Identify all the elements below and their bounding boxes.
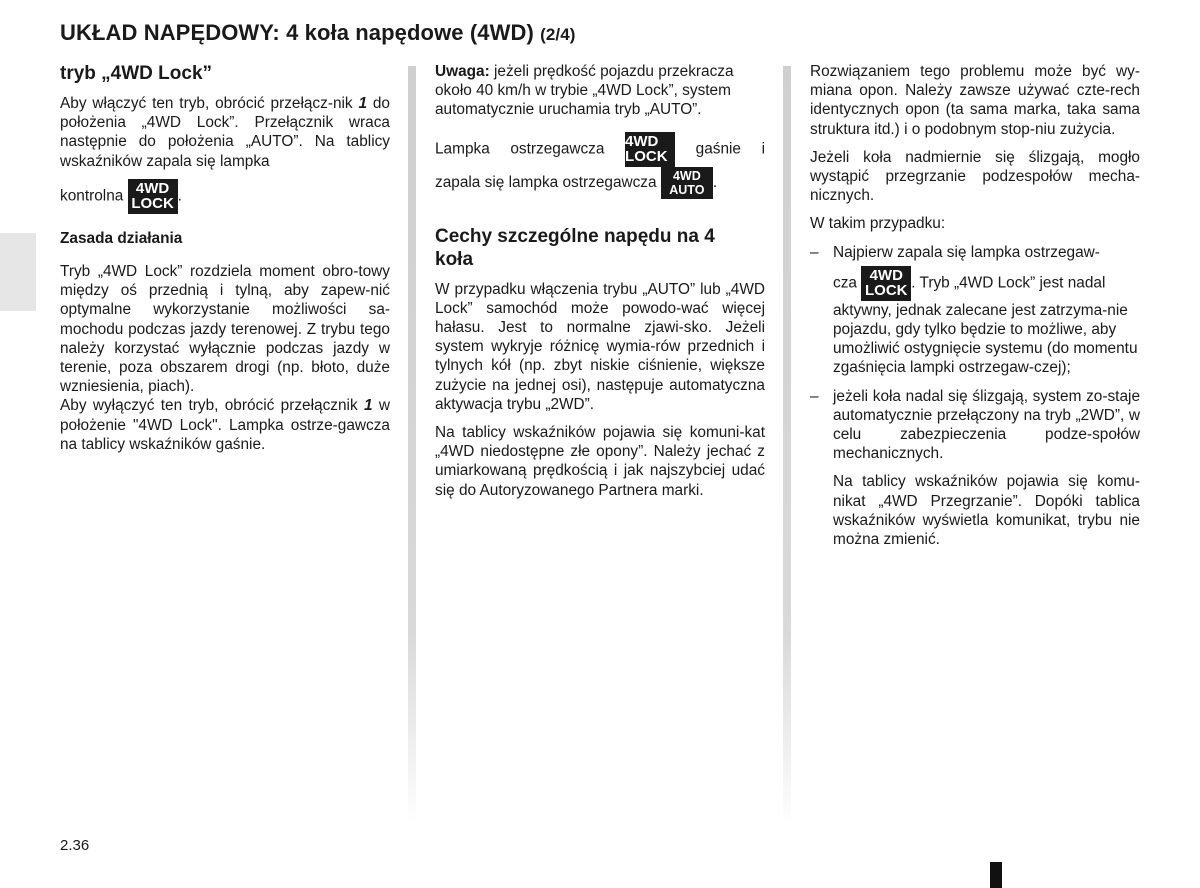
list-item: – jeżeli koła nadal się ślizgają, system zo-staje automatycznie przełączony na tryb „2WD”, w celu zabezpieczenia podze-społów mechanicznych. xyxy=(810,387,1140,463)
4wd-lock-warning-icon: 4WD LOCK xyxy=(861,266,911,301)
paragraph-tyre-solution: Rozwiązaniem tego problemu może być wy-miana opon. Należy zawsze używać czte-rech identycznych opon (ta sama marka, taka sama struktura itd.) i o podobnym stop-niu zużycia. xyxy=(810,63,1140,138)
paragraph-indicator: kontrolna 4WD LOCK . xyxy=(60,179,182,212)
column-divider-1 xyxy=(408,66,416,826)
4wd-lock-warning-icon: 4WD LOCK xyxy=(625,132,675,167)
column-3 xyxy=(810,62,1140,558)
column-1 xyxy=(60,62,390,463)
paragraph-features: W przypadku włączenia trybu „AUTO” lub „4WD Lock” samochód może powodo-wać więcej hałasu. Jest to normalne zjawi-sko. Jeżeli system wykryje różnicę wymia-rów przednich i tylnych kół (np. zbyt niskie ciśnienie, większe zużycie na jednej osi), następuje automatyczna aktywacja trybu „2WD”. xyxy=(435,280,765,413)
paragraph-enable-mode: Aby włączyć ten tryb, obrócić przełącz-nik 1 do położenia „4WD Lock”. Przełącznik wraca następnie do położenia „AUTO”. Na tablicy wskaźników zapala się lampka xyxy=(60,95,390,170)
corner-marker xyxy=(990,862,1002,888)
paragraph-tyre-message: Na tablicy wskaźników pojawia się komuni-kat „4WD niedostępne złe opony”. Należy jechać z umiarkowaną prędkością i jak najszybciej udać się do Autoryzowanego Partnera marki. xyxy=(435,424,765,499)
paragraph-overheat-message: Na tablicy wskaźników pojawia się komu-nikat „4WD Przegrzanie”. Dopóki tablica wskaźników wyświetla komunikat, trybu nie można zmienić. xyxy=(833,473,1140,549)
4wd-lock-warning-icon: 4WD LOCK xyxy=(128,179,178,214)
section-heading-4wd-lock: tryb „4WD Lock” xyxy=(60,63,213,84)
paragraph-lamp-change: Lampka ostrzegawcza 4WD LOCK gaśnie i xyxy=(435,132,766,165)
page-part: (2/4) xyxy=(540,25,576,44)
column-2 xyxy=(435,62,765,509)
page-title xyxy=(60,20,576,46)
chapter-tab xyxy=(0,233,36,311)
paragraph-note: Uwaga: jeżeli prędkość pojazdu przekracza około 40 km/h w trybie „4WD Lock”, system automatycznie uruchamia tryb „AUTO”. xyxy=(435,63,734,119)
paragraph-lamp-auto: zapala się lampka ostrzegawcza 4WD AUTO . xyxy=(435,168,718,197)
column-divider-2 xyxy=(783,66,791,826)
paragraph-in-this-case: W takim przypadku: xyxy=(810,215,946,233)
paragraph-operation: Tryb „4WD Lock” rozdziela moment obro-towy między oś przednią i tylną, aby zapew-nić optymalne wykorzystanie możliwości sa-mochodu podczas jazdy terenowej. Z trybu tego należy korzystać wyłącznie podczas jazdy w terenie, poza obszarem drogi (np. błoto, duże wzniesienia, piach). xyxy=(60,263,390,396)
page-title-text: UKŁAD NAPĘDOWY: 4 koła napędowe (4WD) xyxy=(60,20,534,45)
4wd-auto-warning-icon: 4WD AUTO xyxy=(661,167,713,199)
list-item: – Najpierw zapala się lampka ostrzegaw- cza 4WD LOCK . Tryb „4WD Lock” jest nadal aktywny, jednak zalecane jest zatrzyma-nie pojazdu, gdy tylko będzie to możliwe, aby umożliwić ostygnięcie systemu (do momentu zgaśnięcia lampki ostrzegaw-czej); xyxy=(810,243,1138,377)
paragraph-overheating: Jeżeli koła nadmiernie się ślizgają, mogło wystąpić przegrzanie podzespołów mecha-nicznych. xyxy=(810,148,1140,205)
section-heading-4wd-features: Cechy szczególne napędu na 4 koła xyxy=(435,225,715,270)
subheading-operation: Zasada działania xyxy=(60,229,183,247)
page-number: 2.36 xyxy=(60,837,90,854)
paragraph-disable-mode: Aby wyłączyć ten tryb, obrócić przełącznik 1 w położenie "4WD Lock". Lampka ostrze-gawcza na tablicy wskaźników gaśnie. xyxy=(60,397,390,453)
